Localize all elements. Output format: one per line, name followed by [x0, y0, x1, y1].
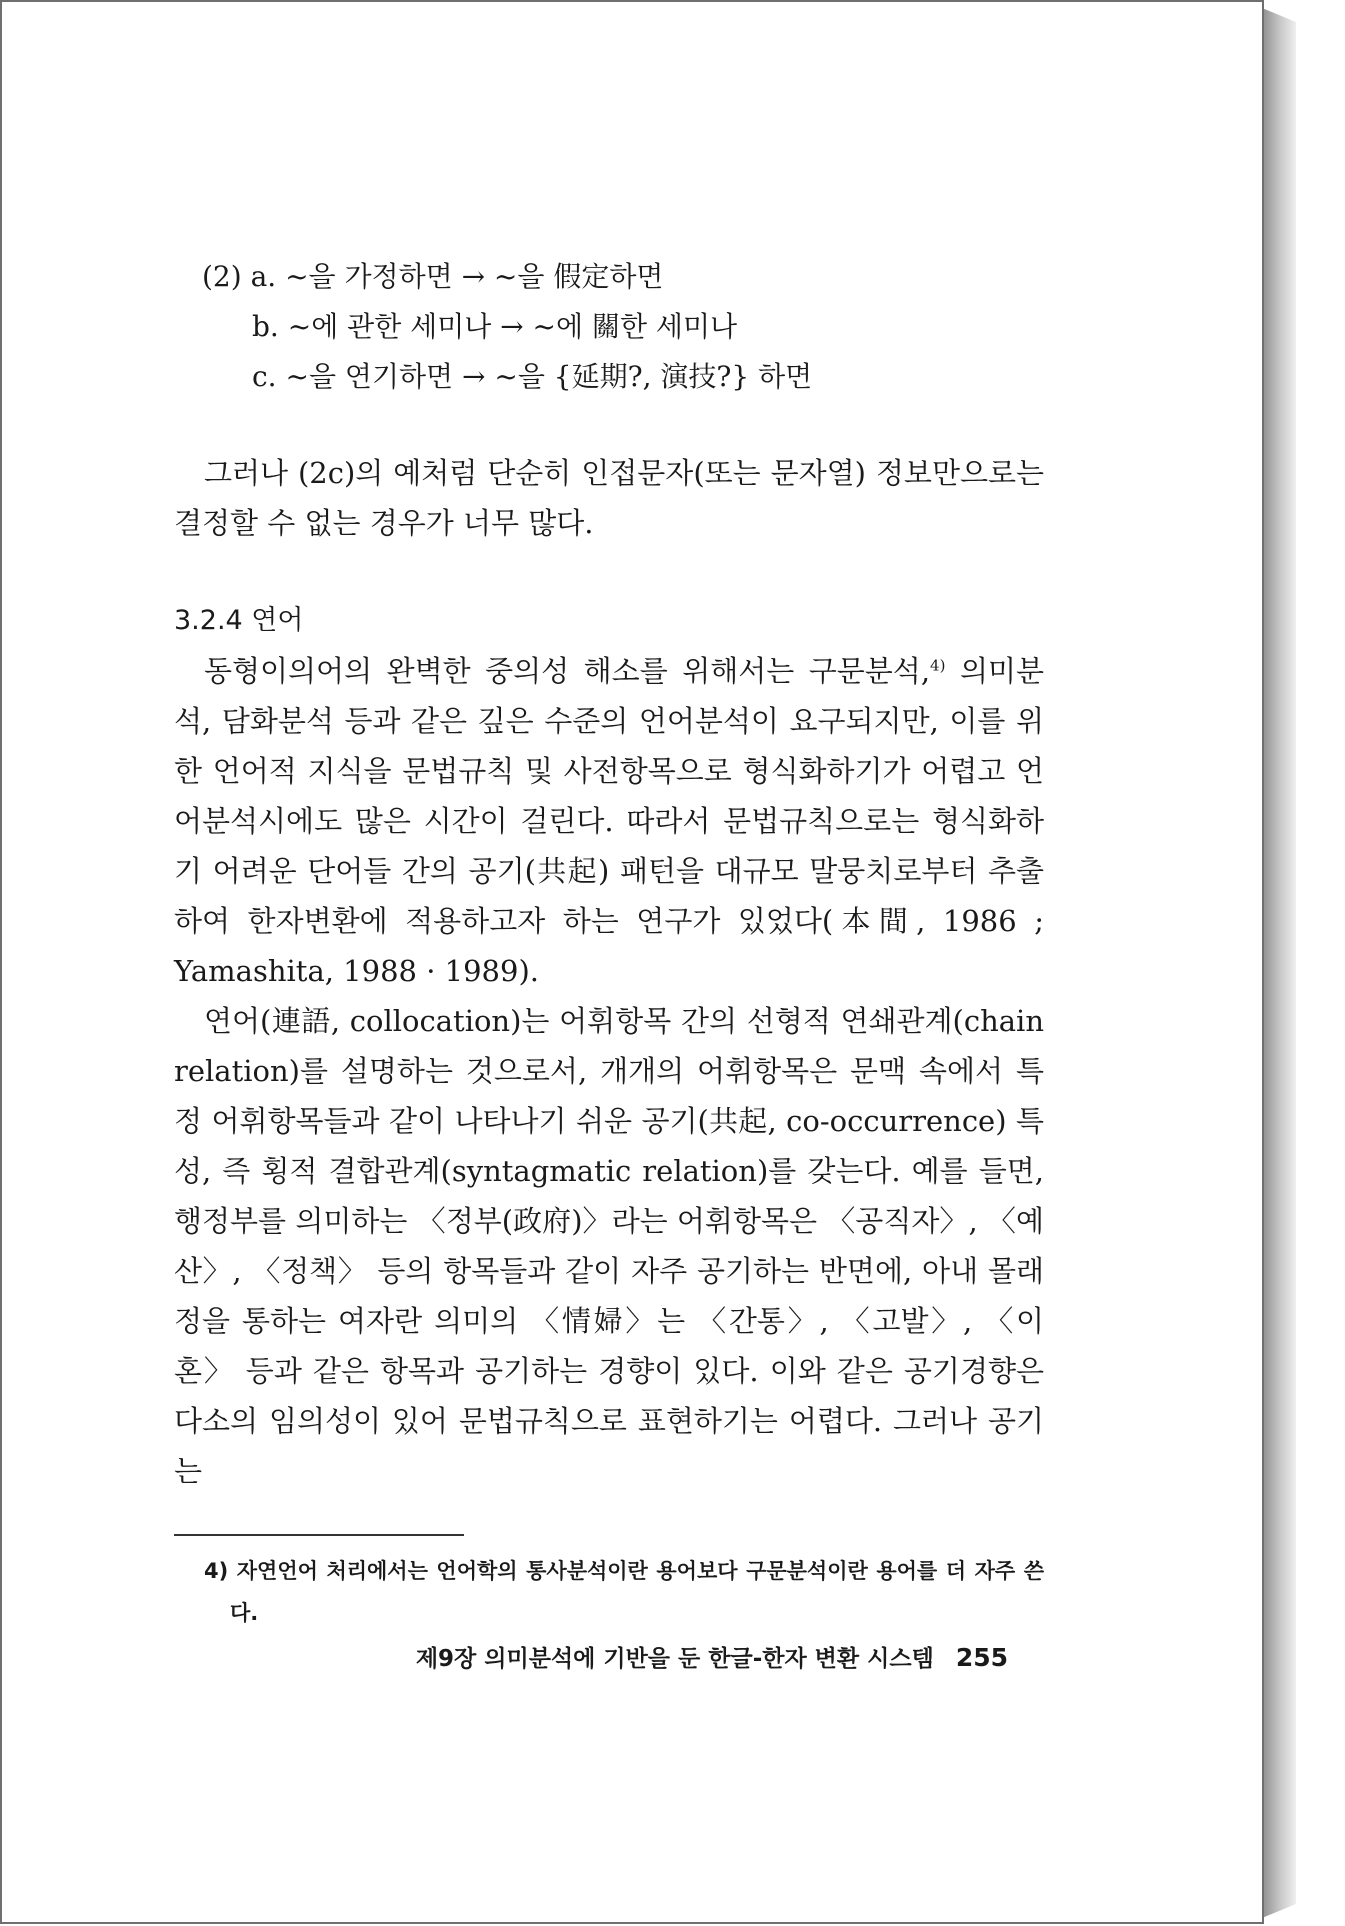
example-label: c.	[252, 360, 277, 393]
page-edge-shadow	[1262, 8, 1296, 1918]
example-text: ~을 가정하면 → ~을 假定하면	[285, 260, 664, 293]
example-line-c	[202, 352, 1044, 402]
example-label: b.	[252, 310, 279, 343]
paragraph-text: 의미분석, 담화분석 등과 같은 깊은 수준의 언어분석이 요구되지만, 이를 위한 언어적 지식을 문법규칙 및 사전항목으로 형식화하기가 어렵고 언어분석시에도 많은 시간이 걸린다. 따라서 문법규칙으로는 형식화하기 어려운 단어들 간의 공기(共起) 패턴을 대규모 말뭉치로부터 추출하여 한자변환에 적용하고자 하는 연구가 있었다(本間, 1986 ; Yamashita, 1988 · 1989).	[174, 654, 1044, 988]
paragraph-text: 동형이의어의 완벽한 중의성 해소를 위해서는 구문분석,	[204, 654, 931, 688]
paragraph: 연어(連語, collocation)는 어휘항목 간의 선형적 연쇄관계(chain relation)를 설명하는 것으로서, 개개의 어휘항목은 문맥 속에서 특정 어휘항목들과 같이 나타나기 쉬운 공기(共起, co-occurrence) 특성, 즉 횡적 결합관계(syntagmatic relation)를 갖는다. 예를 들면, 행정부를 의미하는 〈정부(政府)〉라는 어휘항목은 〈공직자〉, 〈예산〉, 〈정책〉 등의 항목들과 같이 자주 공기하는 반면에, 아내 몰래 정을 통하는 여자란 의미의 〈情婦〉는 〈간통〉, 〈고발〉, 〈이혼〉 등과 같은 항목과 공기하는 경향이 있다. 이와 같은 공기경향은 다소의 임의성이 있어 문법규칙으로 표현하기는 어렵다. 그러나 공기는	[174, 1004, 1044, 1488]
footnote-divider	[174, 1534, 464, 1536]
footnote-reference[interactable]: 4)	[930, 656, 946, 675]
page-number: 255	[955, 1643, 1008, 1672]
example-label: (2) a.	[202, 260, 277, 293]
section-heading: 3.2.4 연어	[174, 605, 304, 636]
paragraph	[174, 646, 1044, 996]
example-line-a	[202, 252, 1044, 302]
running-title: 제9장 의미분석에 기반을 둔 한글-한자 변환 시스템	[415, 1646, 934, 1672]
example-text: ~을 연기하면 → ~을 {延期?, 演技?} 하면	[285, 360, 813, 393]
page-footer	[416, 1640, 1008, 1673]
example-block	[202, 252, 1044, 402]
page-content	[174, 252, 1044, 1634]
example-line-b	[202, 302, 1044, 352]
paragraph: 그러나 (2c)의 예처럼 단순히 인접문자(또는 문자열) 정보만으로는 결정할 수 없는 경우가 너무 많다.	[174, 456, 1044, 540]
footnote: 4) 자연언어 처리에서는 언어학의 통사분석이란 용어보다 구문분석이란 용어를 더 자주 쓴다.	[204, 1559, 1044, 1625]
example-text: ~에 관한 세미나 → ~에 關한 세미나	[287, 310, 738, 343]
